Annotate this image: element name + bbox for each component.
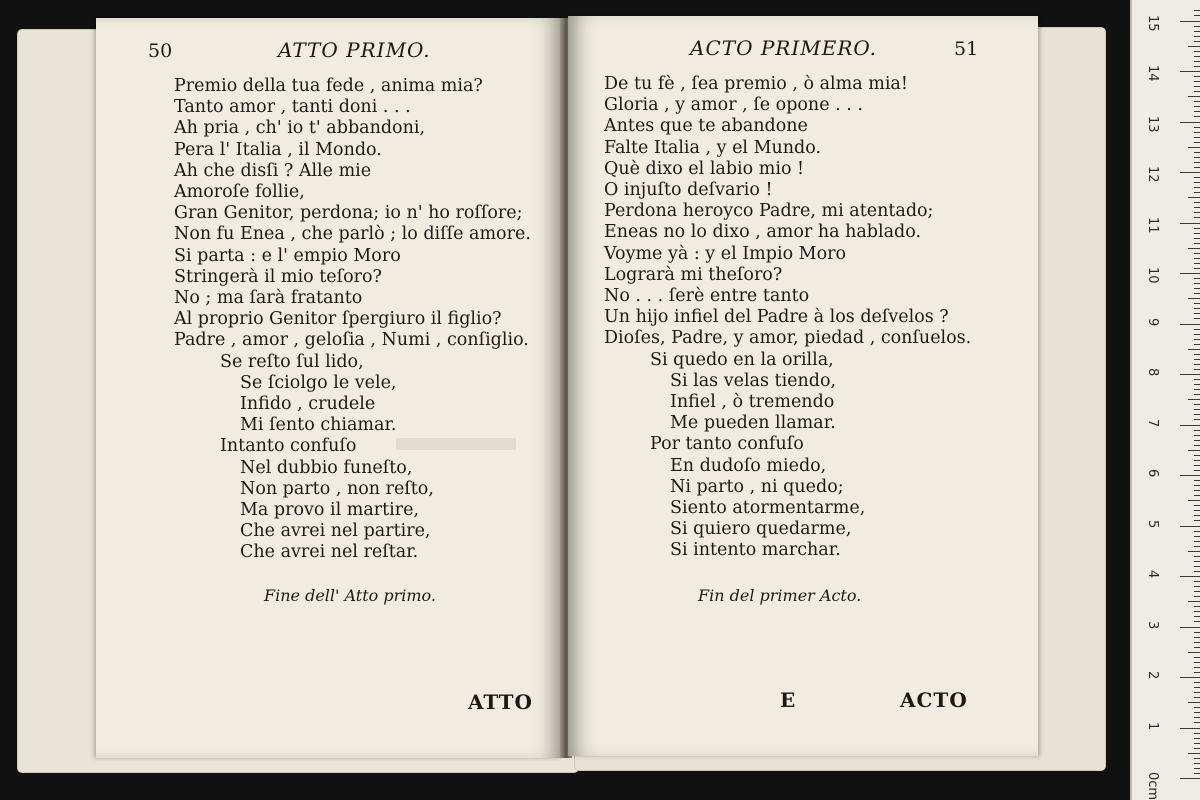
ruler-tick [1194,632,1200,633]
ruler-tick [1194,768,1200,769]
verse-line: Mi ſento chiamar. [240,415,397,436]
ruler-tick [1188,702,1200,703]
ruler-tick [1194,142,1200,143]
verse-line: Lograrà mi theſoro? [604,264,783,285]
ruler-tick [1194,288,1200,289]
ruler-tick [1194,76,1200,77]
verse-line: Pera l' Italia , il Mondo. [174,139,382,160]
verse-line: Eneas no lo dixo , amor ha hablado. [604,222,922,243]
verse-line: Infido , crudele [240,394,376,415]
ruler-tick [1180,475,1200,476]
ruler-tick [1180,576,1200,577]
ruler-tick [1194,733,1200,734]
ruler-tick [1194,707,1200,708]
ruler-tick [1194,717,1200,718]
ruler-label: 0cm [1145,772,1160,800]
ruler-tick [1194,268,1200,269]
ruler-tick [1194,556,1200,557]
verse-line: Stringerà il mio teſoro? [174,266,382,287]
ruler-tick [1194,510,1200,511]
ruler-tick [1188,601,1200,602]
ruler-tick [1194,66,1200,67]
ruler-tick [1194,238,1200,239]
verse-line: Al proprio Genitor ſpergiuro il figlio? [174,309,502,330]
ruler-tick [1180,526,1200,527]
ruler-tick [1180,122,1200,123]
ruler-tick [1194,31,1200,32]
ruler-label: 14 [1145,65,1160,82]
ruler-tick [1188,500,1200,501]
ruler-tick [1194,51,1200,52]
ruler-label: 12 [1145,166,1160,183]
ruler-tick [1194,667,1200,668]
verse-line: O injuſto deſvario ! [604,180,773,201]
ruler-tick [1194,389,1200,390]
ruler-label: 7 [1145,418,1160,427]
ruler-tick [1194,611,1200,612]
ruler-tick [1194,586,1200,587]
ruler-tick [1194,329,1200,330]
ruler-tick [1194,263,1200,264]
ruler-tick [1194,682,1200,683]
ruler-tick [1194,596,1200,597]
ruler-tick [1194,354,1200,355]
verse-line: Non parto , non reſto, [240,478,434,499]
ruler-tick [1194,773,1200,774]
ruler-tick [1194,10,1200,11]
ruler-tick [1194,308,1200,309]
ruler-tick [1180,425,1200,426]
ruler-tick [1194,384,1200,385]
right-signature-mark: E [780,688,796,712]
left-page [96,18,562,758]
ruler-tick [1194,207,1200,208]
ruler-tick [1194,313,1200,314]
ruler-tick [1194,763,1200,764]
ruler-tick [1194,712,1200,713]
ruler-tick [1180,21,1200,22]
measurement-ruler [1130,0,1200,800]
right-catchword: ACTO [900,688,968,712]
ruler-label: 4 [1145,570,1160,579]
ruler-tick [1194,435,1200,436]
ruler-tick [1194,132,1200,133]
ruler-tick [1194,637,1200,638]
ruler-tick [1188,753,1200,754]
verse-line: Infiel , ò tremendo [670,392,835,413]
ruler-tick [1194,419,1200,420]
ruler-tick [1194,692,1200,693]
ruler-label: 6 [1145,469,1160,478]
ruler-tick [1188,349,1200,350]
ruler-tick [1194,116,1200,117]
right-page-number: 51 [954,38,979,60]
ruler-tick [1194,283,1200,284]
ruler-tick [1194,470,1200,471]
ruler-tick [1194,339,1200,340]
ruler-tick [1180,627,1200,628]
ruler-tick [1194,430,1200,431]
verse-line: No ; ma ſarà fratanto [174,288,363,309]
verse-line: Si intento marchar. [670,540,841,561]
verse-line: Gran Genitor, perdona; io n' ho roſſore; [174,203,523,224]
ruler-tick [1194,258,1200,259]
ruler-tick [1194,465,1200,466]
ruler-tick [1194,485,1200,486]
ruler-tick [1180,728,1200,729]
right-verse-lines [604,74,971,562]
ruler-tick [1194,445,1200,446]
ruler-tick [1194,520,1200,521]
ruler-tick [1194,61,1200,62]
ruler-tick [1194,571,1200,572]
ruler-tick [1188,96,1200,97]
ruler-tick [1188,399,1200,400]
ruler-tick [1194,217,1200,218]
ruler-tick [1194,531,1200,532]
ruler-tick [1194,86,1200,87]
verse-line: Què dixo el labio mio ! [604,158,805,179]
ruler-tick [1194,414,1200,415]
ruler-tick [1180,223,1200,224]
ruler-tick [1194,379,1200,380]
ruler-tick [1194,657,1200,658]
ruler-label: 13 [1145,115,1160,133]
ruler-tick [1194,157,1200,158]
ruler-tick [1194,162,1200,163]
ruler-tick [1180,71,1200,72]
ruler-tick [1194,621,1200,622]
ruler-tick [1194,253,1200,254]
verse-line: Ma provo il martire, [240,500,420,521]
verse-line: Por tanto confuſo [650,434,804,455]
ruler-tick [1194,566,1200,567]
ruler-tick [1194,177,1200,178]
ruler-tick [1194,440,1200,441]
ruler-tick [1194,490,1200,491]
left-end-of-act: Fine dell' Atto primo. [264,586,436,605]
ruler-tick [1194,228,1200,229]
verse-line: Che avrei nel partire, [240,521,431,542]
ruler-tick [1194,243,1200,244]
verse-line: Tanto amor , tanti doni . . . [174,97,411,118]
ruler-tick [1188,147,1200,148]
ruler-tick [1194,344,1200,345]
verse-line: Se ſciolgo le vele, [240,372,397,393]
left-verse-lines [174,76,531,564]
ruler-tick [1180,677,1200,678]
ruler-tick [1194,687,1200,688]
ruler-tick [1180,374,1200,375]
ruler-tick [1194,591,1200,592]
verse-line: Un hijo infiel del Padre à los deſvelos ? [604,307,949,328]
ruler-tick [1180,273,1200,274]
ruler-tick [1188,197,1200,198]
verse-line: Gloria , y amor , ſe opone . . . [604,95,863,116]
verse-line: Dioſes, Padre, y amor, piedad , conſuelos. [604,328,972,349]
ruler-tick [1188,450,1200,451]
verse-line: Nel dubbio funeſto, [240,457,413,478]
ruler-tick [1194,561,1200,562]
ruler-tick [1194,505,1200,506]
ruler-tick [1194,192,1200,193]
verse-line: Padre , amor , geloſia , Numi , conſiglio. [174,330,529,351]
right-end-of-act: Fin del primer Acto. [698,586,862,605]
ruler-tick [1194,187,1200,188]
ruler-tick [1194,642,1200,643]
verse-line: No . . . ſerè entre tanto [604,286,810,307]
ruler-tick [1194,722,1200,723]
right-page-header: ACTO PRIMERO. [690,36,877,60]
verse-line: Voyme yà : y el Impio Moro [604,243,847,264]
ruler-tick [1194,394,1200,395]
ruler-tick [1194,672,1200,673]
ruler-tick [1194,111,1200,112]
ruler-tick [1194,662,1200,663]
ruler-tick [1194,581,1200,582]
ruler-tick [1194,616,1200,617]
ruler-tick [1194,748,1200,749]
ruler-tick [1194,758,1200,759]
verse-line: De tu fè , ſea premio , ò alma mia! [604,74,908,94]
verse-line: Se reſto ſul lido, [220,351,364,372]
ruler-tick [1194,318,1200,319]
ruler-tick [1194,369,1200,370]
ruler-label: 8 [1145,368,1160,377]
ruler-tick [1194,182,1200,183]
ruler-label: 5 [1145,519,1160,528]
verse-line: Premio della tua fede , anima mia? [174,76,483,96]
ruler-tick [1194,546,1200,547]
verse-line: Antes que te abandone [604,116,808,137]
ruler-tick [1194,738,1200,739]
verse-line: Perdona heroyco Padre, mi atentado; [604,201,934,222]
verse-line: En dudoſo miedo, [670,455,827,476]
verse-line: Si las velas tiendo, [670,370,837,391]
ruler-tick [1188,46,1200,47]
ruler-tick [1194,36,1200,37]
ruler-tick [1194,409,1200,410]
ruler-label: 1 [1145,721,1160,730]
ruler-tick [1194,364,1200,365]
ruler-label: 15 [1145,14,1160,32]
ruler-tick [1194,293,1200,294]
verse-line: Siento atormentarme, [670,498,866,519]
ruler-tick [1194,101,1200,102]
verse-line: Si quedo en la orilla, [650,349,834,370]
ruler-tick [1194,541,1200,542]
ruler-tick [1194,81,1200,82]
ruler-tick [1194,26,1200,27]
verse-line: Ni parto , ni quedo; [670,476,844,497]
ruler-tick [1194,91,1200,92]
ruler-label: 9 [1145,317,1160,326]
ruler-label: 3 [1145,620,1160,629]
verse-line: Intanto confuſo [220,436,357,457]
ruler-tick [1194,152,1200,153]
ruler-tick [1194,41,1200,42]
ruler-tick [1194,536,1200,537]
left-page-header: ATTO PRIMO. [278,38,431,62]
ruler-label: 10 [1145,267,1160,284]
ruler-tick [1194,303,1200,304]
ruler-tick [1188,298,1200,299]
ruler-tick [1194,233,1200,234]
verse-line: Si parta : e l' empio Moro [174,245,401,266]
ruler-tick [1194,334,1200,335]
ruler-tick [1194,606,1200,607]
ruler-tick [1188,248,1200,249]
left-catchword: ATTO [468,690,533,714]
ruler-tick [1194,495,1200,496]
ruler-tick [1194,212,1200,213]
verse-line: Falte Italia , y el Mundo. [604,137,822,158]
ruler-label: 11 [1145,216,1160,234]
ruler-tick [1194,743,1200,744]
ruler-tick [1194,167,1200,168]
right-page [568,16,1038,756]
ruler-tick [1188,652,1200,653]
verse-line: Si quiero quedarme, [670,519,852,540]
ruler-label: 2 [1145,671,1160,680]
ruler-tick [1180,172,1200,173]
ruler-tick [1194,202,1200,203]
ruler-tick [1188,551,1200,552]
ruler-tick [1194,278,1200,279]
ruler-tick [1194,137,1200,138]
ruler-tick [1180,778,1200,779]
ruler-tick [1194,460,1200,461]
ruler-tick [1194,404,1200,405]
ruler-tick [1194,15,1200,16]
ruler-tick [1180,324,1200,325]
ruler-tick [1194,106,1200,107]
ruler-tick [1194,56,1200,57]
verse-line: Non fu Enea , che parlò ; lo diſſe amore. [174,224,531,245]
ruler-tick [1194,359,1200,360]
ruler-tick [1194,515,1200,516]
ruler-tick [1194,127,1200,128]
verse-line: Ah pria , ch' io t' abbandoni, [174,118,426,139]
verse-line: Ah che disſi ? Alle mie [174,160,372,181]
verse-line: Amoroſe follie, [174,182,305,203]
verse-line: Che avrei nel reſtar. [240,542,419,563]
ruler-tick [1194,455,1200,456]
ruler-tick [1194,480,1200,481]
verse-line: Me pueden llamar. [670,413,836,434]
ruler-tick [1194,647,1200,648]
ruler-tick [1194,697,1200,698]
left-page-number: 50 [148,40,173,62]
